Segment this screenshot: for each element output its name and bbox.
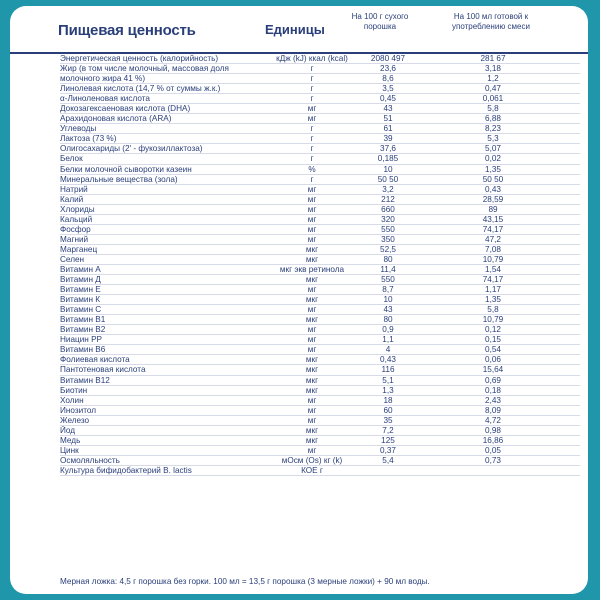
value-per-100ml: 5,07	[485, 144, 501, 154]
value-per-100ml: 28,59	[482, 194, 504, 204]
table-row	[60, 165, 580, 175]
table-row	[60, 376, 580, 386]
table-row	[60, 315, 580, 325]
value-per-100g: 212	[381, 194, 395, 204]
table-row	[60, 285, 580, 295]
value-per-100ml: 0,54	[485, 345, 501, 355]
value-per-100ml: 0,06	[485, 355, 501, 365]
table-row	[60, 54, 580, 64]
value-per-100g: 35	[383, 415, 393, 425]
nutrient-name: Витамин Е	[60, 285, 101, 295]
nutrient-unit: мг	[307, 204, 317, 214]
nutrient-name: Витамин В2	[60, 325, 106, 335]
value-per-100g: 23,6	[380, 64, 396, 74]
nutrient-unit: мкг	[305, 425, 319, 435]
nutrient-name: Холин	[60, 395, 84, 405]
value-per-100ml: 43,15	[482, 214, 504, 224]
units-column-header: Единицы	[265, 22, 325, 37]
table-row	[60, 134, 580, 144]
nutrient-name: Олигосахариды (2' - фукозиллактоза)	[60, 144, 203, 154]
value-per-100ml: 0,12	[485, 325, 501, 335]
value-per-100g: 43	[383, 104, 393, 114]
nutrient-unit: мОсм (Os) кг (k)	[281, 455, 343, 465]
table-header	[10, 6, 588, 54]
value-per-100ml: 74,17	[482, 275, 504, 285]
value-per-100ml: 0,98	[485, 425, 501, 435]
serving-footnote: Мерная ложка: 4,5 г порошка без горки. 100 мл = 13,5 г порошка (3 мерные ложки) + 90 мл воды.	[60, 577, 430, 586]
table-row	[60, 104, 580, 114]
nutrient-name: Натрий	[60, 184, 88, 194]
value-per-100g: 550	[381, 224, 395, 234]
table-row	[60, 436, 580, 446]
table-row	[60, 144, 580, 154]
nutrient-unit: мг	[307, 234, 317, 244]
value-per-100g: 3,5	[382, 84, 394, 94]
nutrient-unit: г	[310, 64, 314, 74]
value-per-100ml: 7,08	[485, 244, 501, 254]
value-per-100ml: 4,72	[485, 415, 501, 425]
value-per-100g: 43	[383, 305, 393, 315]
nutrient-unit: мкг	[305, 254, 319, 264]
nutrient-unit: мг	[307, 104, 317, 114]
table-row	[60, 245, 580, 255]
table-row	[60, 205, 580, 215]
nutrient-unit: мкг	[305, 435, 319, 445]
nutrient-unit: мкг	[305, 385, 319, 395]
value-per-100g: 5,1	[382, 375, 394, 385]
nutrient-name: Железо	[60, 415, 90, 425]
nutrient-unit: г	[310, 134, 314, 144]
value-per-100g: 0,43	[380, 355, 396, 365]
nutrient-name: Витамин С	[60, 305, 102, 315]
nutrient-name: Витамин А	[60, 264, 101, 274]
nutrient-name: Витамин В12	[60, 375, 110, 385]
table-row	[60, 446, 580, 456]
value-per-100g: 5,4	[382, 455, 394, 465]
nutrient-name: Докозагексаеновая кислота (DHA)	[60, 104, 191, 114]
value-per-100g: 60	[383, 405, 393, 415]
value-per-100ml: 6,88	[485, 114, 501, 124]
nutrient-name: Витамин Д	[60, 275, 101, 285]
value-per-100ml: 0,18	[485, 385, 501, 395]
table-row	[60, 235, 580, 245]
value-per-100g: 116	[381, 365, 395, 375]
table-row	[60, 255, 580, 265]
value-per-100ml: 47,2	[485, 234, 501, 244]
table-row	[60, 275, 580, 285]
nutrient-name: Селен	[60, 254, 85, 264]
nutrient-unit: мг	[307, 214, 317, 224]
table-row	[60, 84, 580, 94]
nutrient-unit: мг	[307, 305, 317, 315]
nutrient-unit: г	[310, 124, 314, 134]
value-per-100ml: 15,64	[482, 365, 504, 375]
nutrient-name: Лактоза (73 %)	[60, 134, 117, 144]
nutrient-unit: мкг	[305, 275, 319, 285]
value-per-100ml: 0,15	[485, 335, 501, 345]
nutrient-unit: мкг	[305, 355, 319, 365]
value-per-100g: 1,3	[382, 385, 394, 395]
value-per-100ml: 89	[488, 204, 498, 214]
nutrient-name: Белок	[60, 154, 83, 164]
nutrient-name: Витамин К	[60, 295, 101, 305]
nutrient-unit: мг	[307, 184, 317, 194]
nutrition-panel	[10, 6, 588, 594]
value-per-100g: 52,5	[380, 244, 396, 254]
per-100g-column-header: На 100 г сухого порошка	[351, 12, 409, 31]
table-row	[60, 195, 580, 205]
value-per-100g: 125	[381, 435, 395, 445]
value-per-100g: 80	[383, 254, 393, 264]
nutrient-name: Цинк	[60, 445, 79, 455]
table-row	[60, 355, 580, 365]
table-row	[60, 305, 580, 315]
table-row	[60, 74, 580, 84]
nutrient-unit: %	[308, 164, 316, 174]
value-per-100ml: 0,061	[482, 94, 504, 104]
value-per-100ml: 10,79	[482, 254, 504, 264]
nutrient-name: Арахидоновая кислота (ARA)	[60, 114, 172, 124]
nutrient-name: Жир (в том числе молочный, массовая доля	[60, 64, 229, 74]
value-per-100ml: 0,05	[485, 445, 501, 455]
table-row	[60, 124, 580, 134]
table-row	[60, 175, 580, 185]
value-per-100g: 1,1	[382, 335, 394, 345]
nutrient-name: Пантотеновая кислота	[60, 365, 146, 375]
value-per-100g: 3,2	[382, 184, 394, 194]
nutrient-name: Фолиевая кислота	[60, 355, 130, 365]
nutrient-unit: мкг экв ретинола	[279, 264, 345, 274]
table-row	[60, 345, 580, 355]
nutrient-name: молочного жира 41 %)	[60, 74, 146, 84]
table-row	[60, 396, 580, 406]
value-per-100g: 80	[383, 315, 393, 325]
value-per-100ml: 2,43	[485, 395, 501, 405]
nutrient-name: Ниацин РР	[60, 335, 103, 345]
nutrient-unit: мг	[307, 405, 317, 415]
nutrient-unit: мкг	[305, 375, 319, 385]
value-per-100g: 0,9	[382, 325, 394, 335]
nutrient-unit: мг	[307, 345, 317, 355]
value-per-100ml: 0,02	[485, 154, 501, 164]
nutrient-unit: г	[310, 74, 314, 84]
nutrient-unit: мкг	[305, 315, 319, 325]
value-per-100g: 11,4	[380, 264, 396, 274]
nutrition-table-body	[60, 54, 580, 476]
value-per-100ml: 74,17	[482, 224, 504, 234]
nutrient-name: Медь	[60, 435, 81, 445]
value-per-100ml: 281 67	[480, 54, 506, 63]
nutrient-unit: мкг	[305, 295, 319, 305]
nutrient-name: Магний	[60, 234, 89, 244]
table-row	[60, 365, 580, 375]
table-row	[60, 225, 580, 235]
nutrient-unit: г	[310, 94, 314, 104]
value-per-100ml: 1,54	[485, 264, 501, 274]
nutrient-name: Линолевая кислота (14,7 % от суммы ж.к.)	[60, 84, 221, 94]
value-per-100ml: 0,73	[485, 455, 501, 465]
value-per-100ml: 1,17	[485, 285, 501, 295]
nutrient-name: Инозитол	[60, 405, 97, 415]
table-row	[60, 94, 580, 104]
nutrient-name: Углеводы	[60, 124, 97, 134]
value-per-100g: 61	[383, 124, 393, 134]
value-per-100ml: 0,47	[485, 84, 501, 94]
table-row	[60, 325, 580, 335]
nutrient-unit: мг	[307, 325, 317, 335]
value-per-100g: 0,45	[380, 94, 396, 104]
value-per-100ml: 1,2	[487, 74, 499, 84]
table-row	[60, 386, 580, 396]
nutrient-name: Фосфор	[60, 224, 91, 234]
value-per-100ml: 5,8	[487, 104, 499, 114]
nutrient-name: Белки молочной сыворотки казеин	[60, 164, 192, 174]
nutrient-unit: г	[310, 154, 314, 164]
table-row	[60, 114, 580, 124]
nutrient-unit: мг	[307, 395, 317, 405]
table-row	[60, 185, 580, 195]
value-per-100ml: 50 50	[482, 174, 504, 184]
table-title: Пищевая ценность	[58, 22, 196, 39]
value-per-100g: 10	[383, 295, 393, 305]
value-per-100ml: 10,79	[482, 315, 504, 325]
table-row	[60, 406, 580, 416]
value-per-100ml: 1,35	[485, 295, 501, 305]
value-per-100ml: 1,35	[485, 164, 501, 174]
value-per-100ml: 16,86	[482, 435, 504, 445]
nutrient-unit: мг	[307, 194, 317, 204]
nutrient-name: Калий	[60, 194, 84, 204]
table-row	[60, 335, 580, 345]
nutrient-unit: г	[310, 144, 314, 154]
nutrient-name: Витамин В6	[60, 345, 106, 355]
nutrient-unit: г	[310, 84, 314, 94]
nutrient-name: Культура бифидобактерий B. lactis	[60, 465, 192, 475]
value-per-100g: 8,6	[382, 74, 394, 84]
value-per-100g: 8,7	[382, 285, 394, 295]
value-per-100g: 51	[383, 114, 393, 124]
nutrient-unit: мг	[307, 285, 317, 295]
nutrient-name: Витамин В1	[60, 315, 106, 325]
value-per-100g: 550	[381, 275, 395, 285]
value-per-100g: 50 50	[377, 174, 399, 184]
nutrient-name: Хлориды	[60, 204, 95, 214]
nutrient-unit: мг	[307, 335, 317, 345]
value-per-100ml: 5,3	[487, 134, 499, 144]
value-per-100g: 18	[383, 395, 393, 405]
value-per-100g: 37,6	[380, 144, 396, 154]
value-per-100g: 0,185	[377, 154, 399, 164]
nutrient-name: Марганец	[60, 244, 98, 254]
table-row	[60, 265, 580, 275]
value-per-100ml: 8,09	[485, 405, 501, 415]
nutrient-unit: мкг	[305, 365, 319, 375]
table-row	[60, 295, 580, 305]
table-row	[60, 215, 580, 225]
value-per-100g: 0,37	[380, 445, 396, 455]
nutrient-name: Энергетическая ценность (калорийность)	[60, 54, 219, 63]
value-per-100g: 4	[385, 345, 391, 355]
nutrient-unit: г	[310, 174, 314, 184]
nutrient-name: α-Линоленовая кислота	[60, 94, 150, 104]
nutrient-unit: мг	[307, 224, 317, 234]
value-per-100ml: 8,23	[485, 124, 501, 134]
table-row	[60, 416, 580, 426]
value-per-100g: 350	[381, 234, 395, 244]
table-row	[60, 466, 580, 476]
value-per-100g: 2080 497	[370, 54, 406, 63]
nutrient-unit: КОЕ г	[301, 465, 323, 475]
value-per-100ml: 0,43	[485, 184, 501, 194]
nutrient-unit: мг	[307, 415, 317, 425]
nutrient-unit: мг	[307, 445, 317, 455]
nutrient-name: Биотин	[60, 385, 88, 395]
nutrient-unit: мг	[307, 114, 317, 124]
table-row	[60, 64, 580, 74]
nutrient-name: Минеральные вещества (зола)	[60, 174, 178, 184]
table-row	[60, 426, 580, 436]
value-per-100ml: 5,8	[487, 305, 499, 315]
value-per-100g: 10	[383, 164, 393, 174]
per-100ml-column-header: На 100 мл готовой к употреблению смеси	[452, 12, 530, 31]
value-per-100g: 320	[381, 214, 395, 224]
value-per-100ml: 3,18	[485, 64, 501, 74]
table-row	[60, 154, 580, 164]
value-per-100ml: 0,69	[485, 375, 501, 385]
value-per-100g: 660	[381, 204, 395, 214]
value-per-100g: 39	[383, 134, 393, 144]
value-per-100g: 7,2	[382, 425, 394, 435]
nutrient-name: Кальций	[60, 214, 93, 224]
nutrient-name: Осмоляльность	[60, 455, 120, 465]
table-row	[60, 456, 580, 466]
nutrient-name: Йод	[60, 425, 76, 435]
nutrient-unit: мкг	[305, 244, 319, 254]
nutrient-unit: кДж (kJ) ккал (kcal)	[276, 54, 348, 63]
